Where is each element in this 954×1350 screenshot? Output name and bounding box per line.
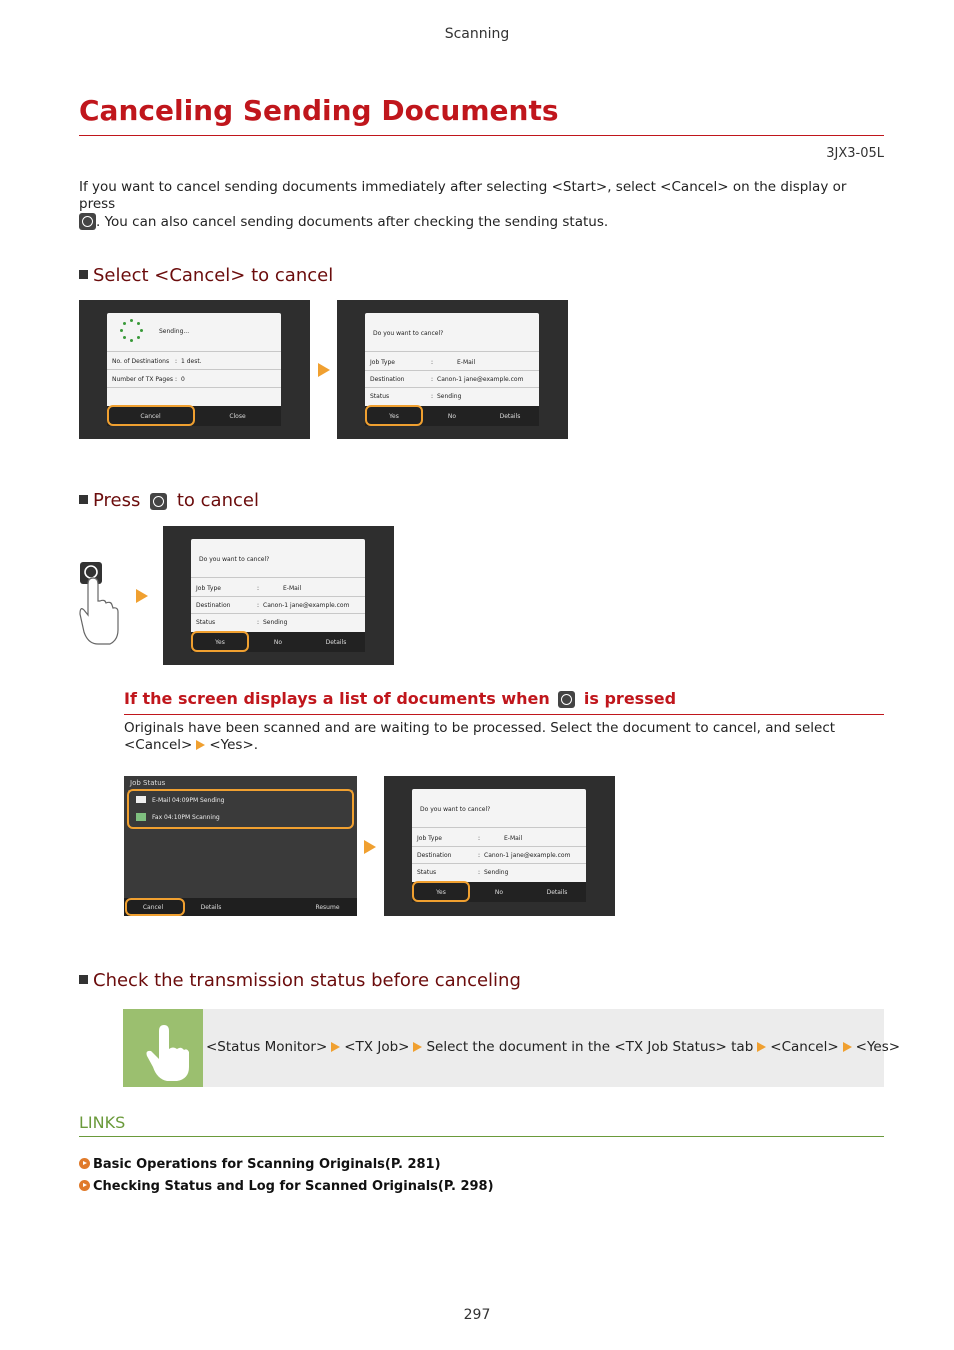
subsection-body [124,720,884,754]
step-arrow-icon [413,1042,422,1052]
title-divider [79,135,884,136]
dialog-separator [107,351,281,352]
row-colon: : [431,376,434,383]
dialog-separator [191,596,365,597]
highlight-cancel [107,405,195,426]
confirm-question: Do you want to cancel? [373,330,444,337]
row-colon: : [478,852,481,859]
highlight-yes [412,881,470,902]
stop-key-icon [79,213,96,230]
section-heading-text: Select <Cancel> to cancel [93,265,334,286]
row-colon: : [175,376,178,383]
row-colon: : [257,619,260,626]
section-heading-select-cancel [79,265,333,286]
dialog-separator [412,846,586,847]
row-label: Destination [370,376,405,383]
section-heading-press-stop [79,490,259,511]
row-value: Canon-1 jane@example.com [484,852,571,859]
link-checking-status[interactable] [79,1179,494,1194]
subsection-heading-text: is pressed [583,689,677,708]
row-value: Sending [437,393,462,400]
step-text: <TX Job> [344,1039,410,1055]
close-button[interactable]: Close [229,413,246,420]
job-item[interactable]: Fax 04:10PM Scanning [152,814,220,821]
page-number: 297 [463,1307,491,1323]
step-arrow-icon [196,740,205,750]
details-button[interactable]: Details [546,889,568,896]
next-arrow-icon [364,840,376,854]
subsection-heading [124,689,676,708]
body-text: <Yes>. [209,737,259,753]
row-colon: : [431,359,434,366]
screenshot-confirm-cancel [337,300,568,439]
body-text: Originals have been scanned and are waiting to be processed. Select the document to cancel, and select [124,720,836,736]
dialog-separator [365,370,539,371]
subsection-heading-text: If the screen displays a list of documents when [124,689,550,708]
highlight-yes [191,631,249,652]
link-arrow-icon [79,1180,90,1191]
row-value: Sending [484,869,509,876]
intro-text-1: If you want to cancel sending documents immediately after selecting <Start>, select <Cancel> on the display or press [79,179,847,212]
dialog-separator [365,387,539,388]
links-heading: LINKS [79,1113,126,1132]
document-id: 3JX3-05L [826,146,884,161]
no-button[interactable]: No [273,639,283,646]
operation-steps [206,1039,900,1055]
details-button[interactable]: Details [499,413,521,420]
dialog-separator [107,369,281,370]
intro-paragraph [79,179,884,231]
section-heading-check-status [79,970,521,991]
row-colon: : [478,869,481,876]
step-text: Select the document in the <TX Job Status> tab [426,1039,754,1055]
row-label: Status [196,619,216,626]
row-label: Job Type [370,359,395,366]
next-arrow-icon [136,589,148,603]
row-colon: : [257,602,260,609]
yes-button[interactable]: Yes [215,639,225,646]
row-colon: : [478,835,481,842]
details-button[interactable]: Details [200,904,222,911]
row-colon: : [431,393,434,400]
dialog-separator [191,577,365,578]
confirm-question: Do you want to cancel? [199,556,270,563]
link-basic-operations[interactable] [79,1157,441,1172]
screenshot-sending [79,300,310,439]
row-value: 1 dest. [181,358,202,365]
job-status-title: Job Status [130,779,166,787]
section-heading-text: to cancel [176,490,259,511]
screenshot-confirm-cancel-3 [384,776,615,916]
touch-operation-panel [123,1009,203,1087]
stop-key-icon [150,493,167,510]
dialog-separator [412,827,586,828]
row-value: Canon-1 jane@example.com [437,376,524,383]
no-button[interactable]: No [447,413,457,420]
body-text: <Cancel> [124,737,193,753]
confirm-question: Do you want to cancel? [420,806,491,813]
row-colon: : [257,585,260,592]
yes-button[interactable]: Yes [436,889,446,896]
row-label: Job Type [196,585,221,592]
row-value: Sending [263,619,288,626]
touch-hand-icon [123,1009,203,1087]
dialog-separator [412,863,586,864]
cancel-button[interactable]: Cancel [142,904,164,911]
dialog-separator [365,351,539,352]
section-heading-text: Check the transmission status before canceling [93,970,521,991]
section-heading-text: Press [93,490,141,511]
step-arrow-icon [843,1042,852,1052]
dialog-separator [107,387,281,388]
row-label: Destination [417,852,452,859]
step-text: <Cancel> [770,1039,839,1055]
screenshot-job-status [124,776,357,916]
running-header: Scanning [444,26,510,42]
bullet-square-icon [79,975,88,984]
row-value: E-Mail [457,359,476,366]
row-label: Status [417,869,437,876]
intro-text-2: . You can also cancel sending documents after checking the sending status. [96,214,609,230]
step-text: <Yes> [855,1039,901,1055]
row-colon: : [175,358,178,365]
sending-spinner-icon [121,319,143,341]
row-value: E-Mail [283,585,302,592]
row-value: Canon-1 jane@example.com [263,602,350,609]
bullet-square-icon [79,495,88,504]
page-title: Canceling Sending Documents [79,94,559,127]
resume-button[interactable]: Resume [315,904,340,911]
row-value: 0 [181,376,185,383]
link-text[interactable]: Basic Operations for Scanning Originals(P. 281) [93,1157,441,1172]
highlight-yes [365,405,423,426]
links-divider [79,1136,884,1137]
row-value: E-Mail [504,835,523,842]
highlight-job-list [127,789,354,829]
step-text: <Status Monitor> [206,1039,328,1055]
next-arrow-icon [318,363,330,377]
bullet-square-icon [79,270,88,279]
no-button[interactable]: No [494,889,504,896]
link-text[interactable]: Checking Status and Log for Scanned Originals(P. 298) [93,1179,494,1194]
row-label: Destination [196,602,231,609]
sending-status-text: Sending... [159,328,190,335]
yes-button[interactable]: Yes [389,413,399,420]
row-label: No. of Destinations [112,358,170,365]
row-label: Number of TX Pages [112,376,174,383]
link-arrow-icon [79,1158,90,1169]
step-arrow-icon [757,1042,766,1052]
stop-key-icon [558,691,575,708]
row-label: Status [370,393,390,400]
job-item[interactable]: E-Mail 04:09PM Sending [152,797,225,804]
cancel-button[interactable]: Cancel [140,413,161,420]
row-label: Job Type [417,835,442,842]
details-button[interactable]: Details [325,639,347,646]
subsection-divider [124,714,884,715]
screenshot-confirm-cancel-2 [163,526,394,665]
hand-press-stop-icon [78,560,124,648]
step-arrow-icon [331,1042,340,1052]
highlight-cancel [125,898,185,916]
dialog-separator [191,613,365,614]
